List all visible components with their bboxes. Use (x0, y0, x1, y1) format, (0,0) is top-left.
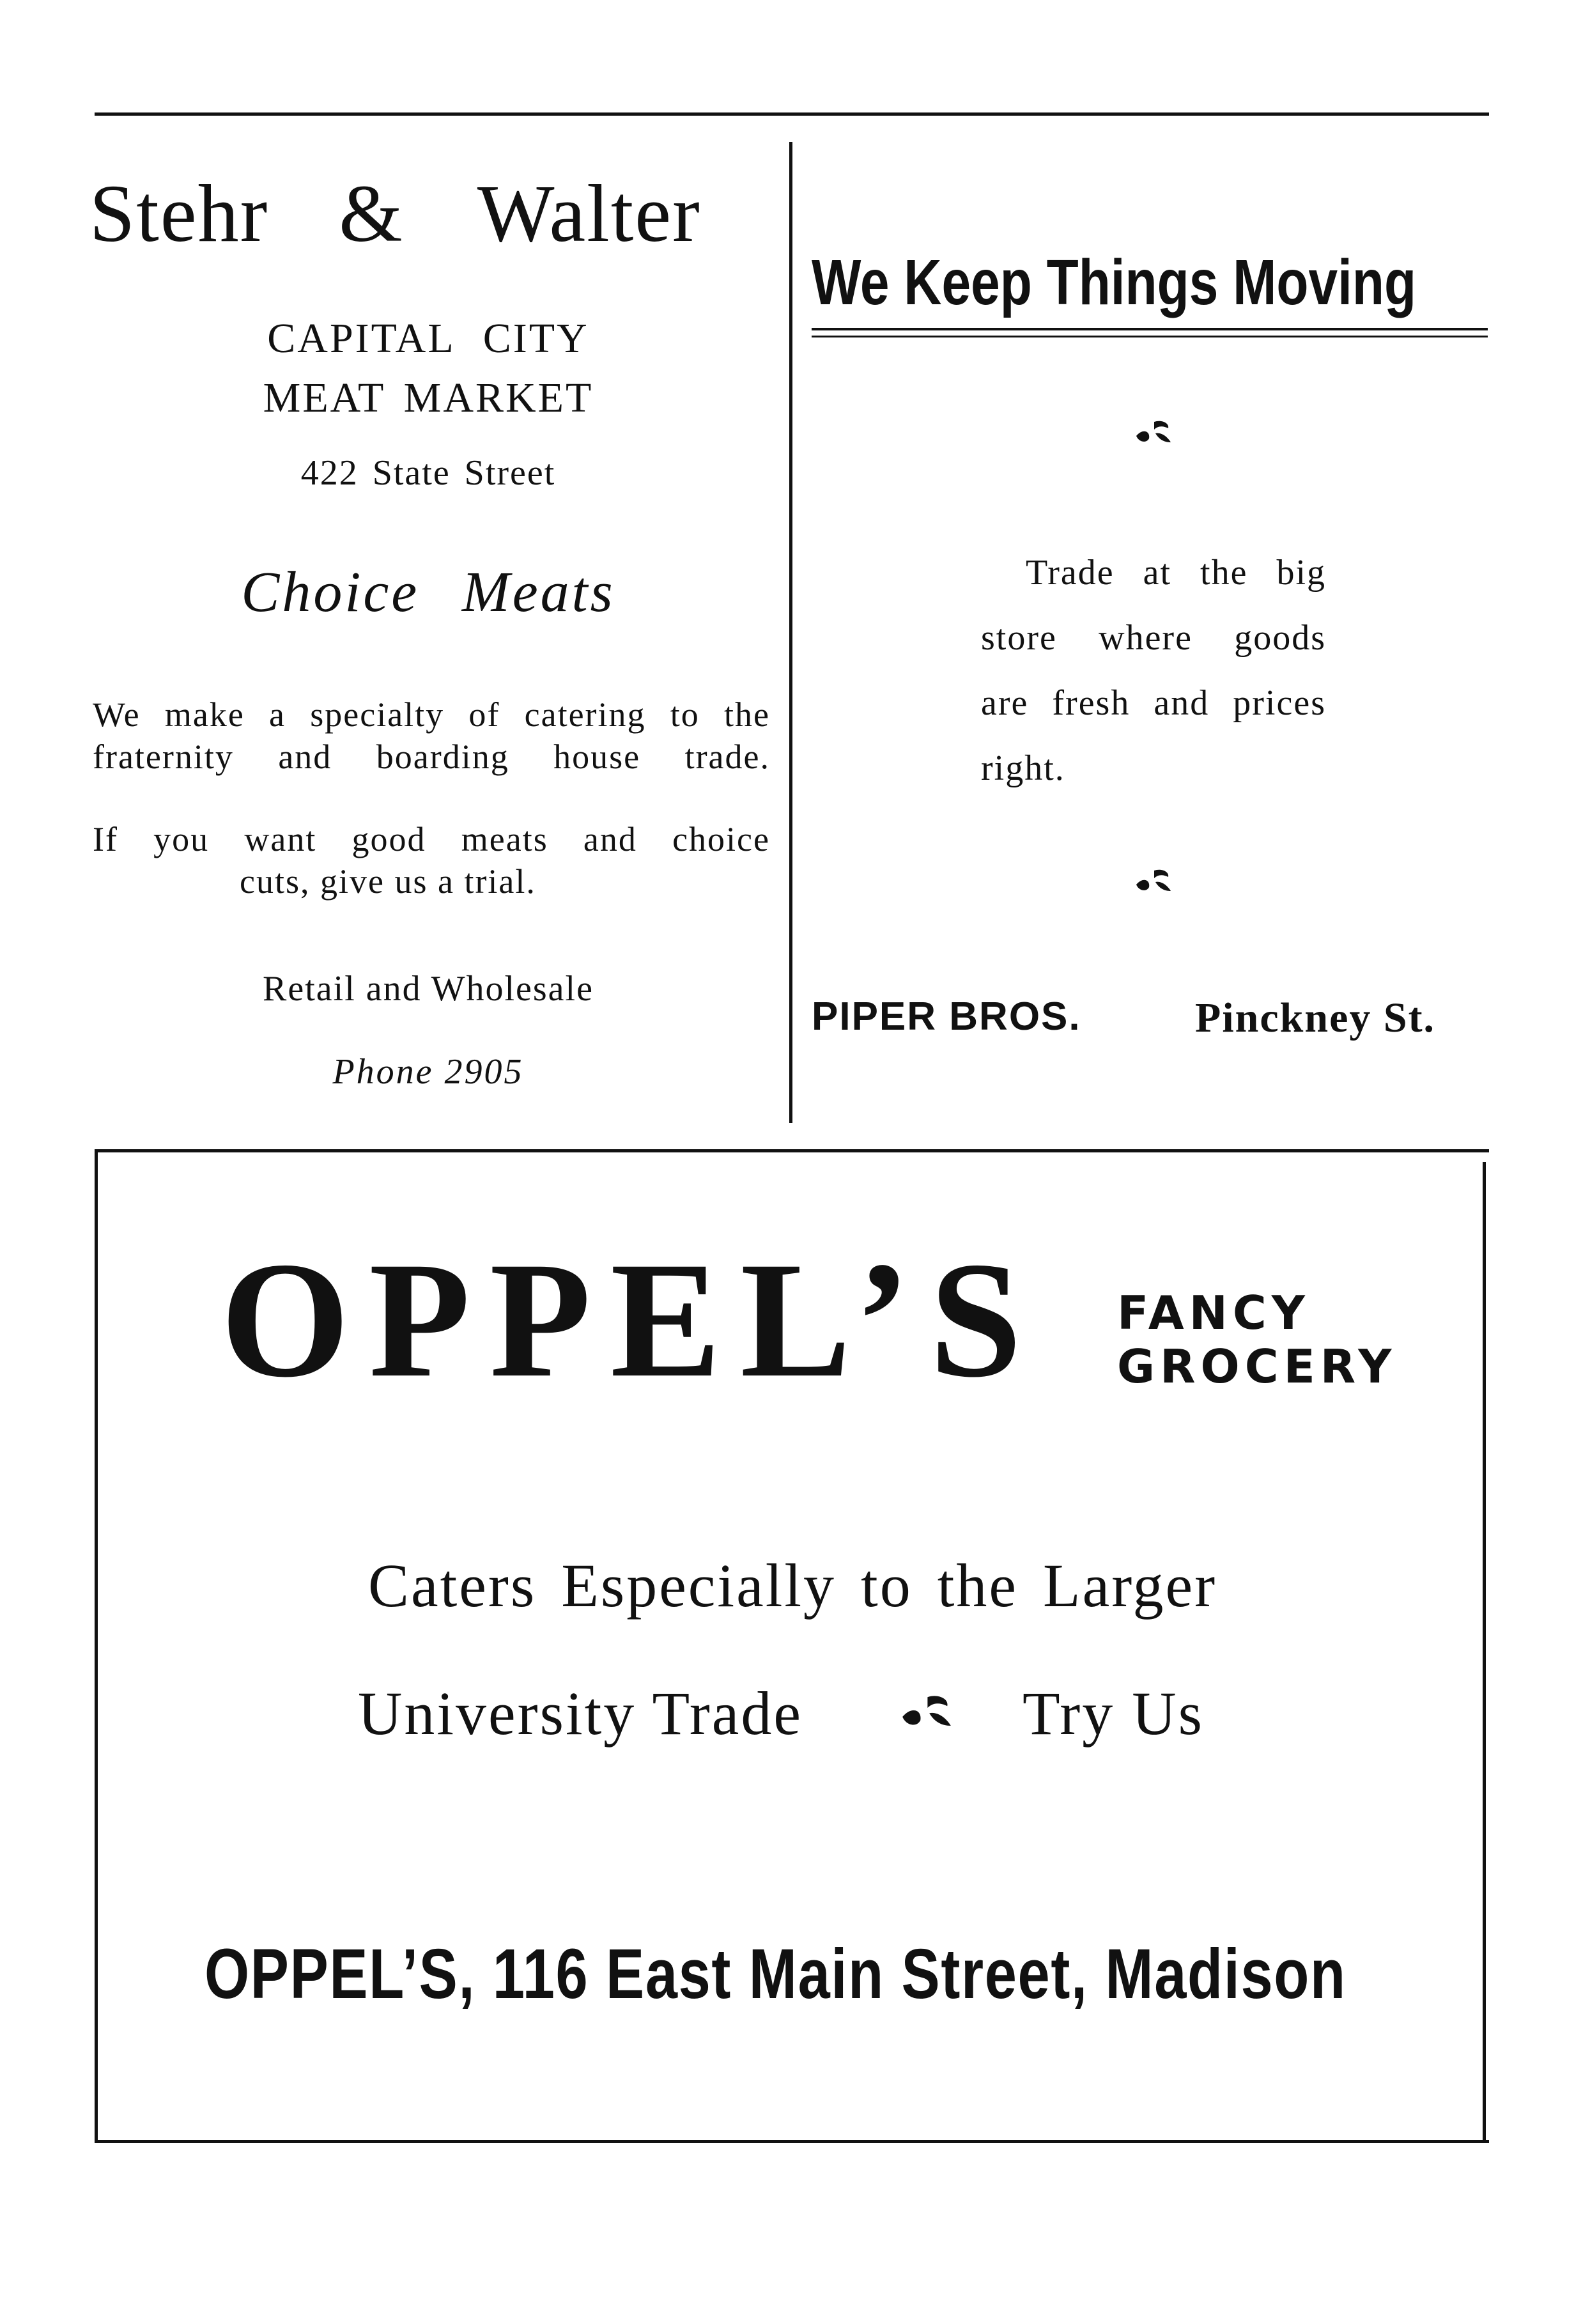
stehr-title-right: Walter (477, 168, 701, 259)
stehr-trial-line2: cuts, give us a trial. (240, 862, 536, 901)
piper-trade-line-4: right. (981, 748, 1065, 788)
oppels-caters-line: Caters Especially to the Larger (367, 1551, 1217, 1620)
column-divider (789, 142, 792, 1123)
oppels-grocery: GROCERY (1117, 1340, 1397, 1393)
stehr-phone: Phone 2905 (332, 1052, 524, 1092)
oppels-address: OPPEL’S, 116 East Main Street, Madison (205, 1935, 1347, 2013)
piper-trade-line-2: store where goods (981, 618, 1326, 658)
stehr-trial-line1: If you want good meats and choice (93, 820, 770, 858)
stehr-specialty-text: We make a specialty of catering to the fraternity and boarding house trade. (93, 695, 770, 776)
stehr-walter-title (89, 168, 767, 259)
top-rule (95, 112, 1489, 116)
oppels-fancy: FANCY (1117, 1286, 1310, 1340)
piper-headline-rule-1 (812, 328, 1488, 330)
stehr-subtitle-line2: MEAT MARKET (263, 375, 594, 421)
stehr-title-ampersand: & (339, 168, 404, 259)
stehr-trial-text (93, 818, 770, 902)
stehr-subtitle-line1: CAPITAL CITY (267, 315, 589, 362)
stehr-title-left: Stehr (89, 168, 269, 259)
stehr-address: 422 State Street (300, 453, 556, 493)
piper-bros-name: PIPER BROS. (812, 995, 1081, 1039)
oppels-title: OPPEL’S (220, 1228, 1042, 1412)
oppels-university-trade: University Trade (358, 1679, 803, 1747)
piper-trade-text (981, 540, 1326, 801)
piper-street: Pinckney St. (1195, 995, 1436, 1041)
stehr-slogan: Choice Meats (241, 561, 615, 624)
piper-trade-line-3: are fresh and prices (981, 683, 1326, 723)
stehr-retail-wholesale: Retail and Wholesale (263, 969, 594, 1009)
oppels-box-bottom (95, 2140, 1489, 2143)
oppels-try-us: Try Us (1023, 1679, 1204, 1747)
piper-trade-line-1: Trade at the big (1026, 553, 1326, 593)
fleuron-ornament-icon (1131, 863, 1176, 907)
fleuron-ornament-icon (895, 1684, 959, 1748)
piper-headline: We Keep Things Moving (812, 247, 1417, 318)
fleuron-ornament-icon (1131, 414, 1176, 458)
oppels-box-left (95, 1149, 98, 2140)
oppels-fancy-grocery (1117, 1286, 1396, 1393)
piper-headline-rule-2 (812, 336, 1488, 337)
oppels-box-top (95, 1149, 1489, 1152)
oppels-box-right (1483, 1162, 1486, 2143)
